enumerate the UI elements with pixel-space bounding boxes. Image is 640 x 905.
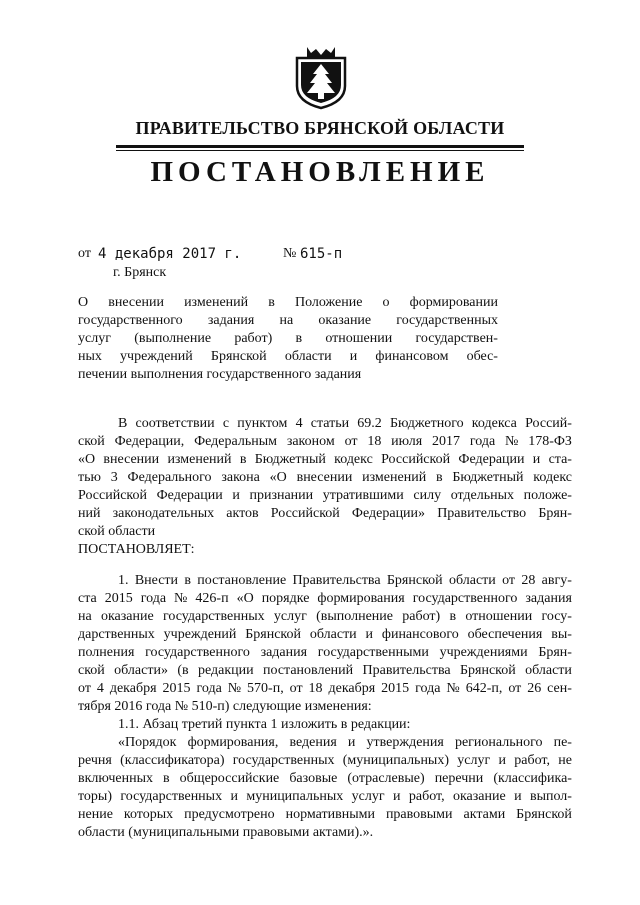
- item-line: тября 2016 года № 510-п) следующие изменения:: [78, 699, 372, 714]
- item-line: 1. Внести в постановление Правительства Брянской области от 28 авгу-: [118, 573, 572, 588]
- quote-line: включенных в общероссийские базовые (отраслевые) перечни (классифика-: [78, 771, 572, 786]
- item-line: дарственных учреждений Брянской области и финансового обеспечения вы-: [78, 627, 572, 642]
- preamble-line: «О внесении изменений в Бюджетный кодекс Российской Федерации и ста-: [78, 452, 572, 467]
- resolves-word: ПОСТАНОВЛЯЕТ:: [78, 542, 195, 557]
- organization-name: ПРАВИТЕЛЬСТВО БРЯНСКОЙ ОБЛАСТИ: [135, 118, 505, 138]
- preamble-line: ний законодательных актов Российской Федерации» Правительство Брян-: [78, 506, 572, 521]
- item-line: от 4 декабря 2015 года № 570-п, от 18 декабря 2015 года № 642-п, от 26 сен-: [78, 681, 572, 696]
- subject-line: ных учреждений Брянской области и финансовом обес-: [78, 349, 498, 364]
- header-rule-thin: [116, 150, 524, 151]
- subject-line: печении выполнения государственного задания: [78, 367, 362, 382]
- document-number: 615-п: [300, 246, 343, 262]
- preamble-line: ской области: [78, 524, 156, 539]
- subject-line: государственного задания на оказание государственных: [78, 313, 498, 328]
- quote-line: речня (классификатора) государственных (муниципальных) услуг и работ, не: [78, 753, 572, 768]
- item-line: полнения государственного задания государственными учреждениями Брян-: [78, 645, 572, 660]
- preamble-line: ской Федерации, Федеральным законом от 18 июля 2017 года № 178-ФЗ: [78, 434, 572, 449]
- preamble-line: Российской Федерации и признании утратившими силу отдельных положе-: [78, 488, 572, 503]
- item-line: ста 2015 года № 426-п «О порядке формирования государственного задания: [78, 591, 572, 606]
- document-subject: [78, 294, 498, 384]
- coat-of-arms-icon: [291, 38, 351, 110]
- number-prefix: №: [283, 246, 297, 261]
- subject-line: О внесении изменений в Положение о формировании: [78, 295, 498, 310]
- item-1-paragraph: [78, 572, 572, 734]
- preamble-line: В соответствии с пунктом 4 статьи 69.2 Бюджетного кодекса Россий-: [118, 416, 572, 431]
- preamble-paragraph: [78, 415, 572, 541]
- quote-line: торы) государственных и муниципальных услуг и работ, оказание и выпол-: [78, 789, 572, 804]
- quote-line: области (муниципальными правовыми актами).».: [78, 825, 374, 840]
- header-rule-thick: [116, 145, 524, 148]
- city-name: г. Брянск: [113, 265, 167, 280]
- preamble-line: тью 3 Федерального закона «О внесении изменений в Бюджетный кодекс: [78, 470, 572, 485]
- document-type-title: ПОСТАНОВЛЕНИЕ: [150, 156, 490, 188]
- document-date: 4 декабря 2017 г.: [98, 246, 242, 262]
- item-line: 1.1. Абзац третий пункта 1 изложить в редакции:: [118, 717, 411, 732]
- item-line: на оказание государственных услуг (выполнение работ) в отношении госу-: [78, 609, 572, 624]
- quote-line: нение которых предусмотрено нормативными правовыми актами Брянской: [78, 807, 572, 822]
- subject-line: услуг (выполнение работ) в отношении государствен-: [78, 331, 498, 346]
- item-line: ской области» (в редакции постановлений Правительства Брянской области: [78, 663, 572, 678]
- quoted-paragraph: [78, 734, 572, 842]
- date-prefix: от: [78, 246, 91, 261]
- quote-line: «Порядок формирования, ведения и утверждения регионального пе-: [118, 735, 572, 750]
